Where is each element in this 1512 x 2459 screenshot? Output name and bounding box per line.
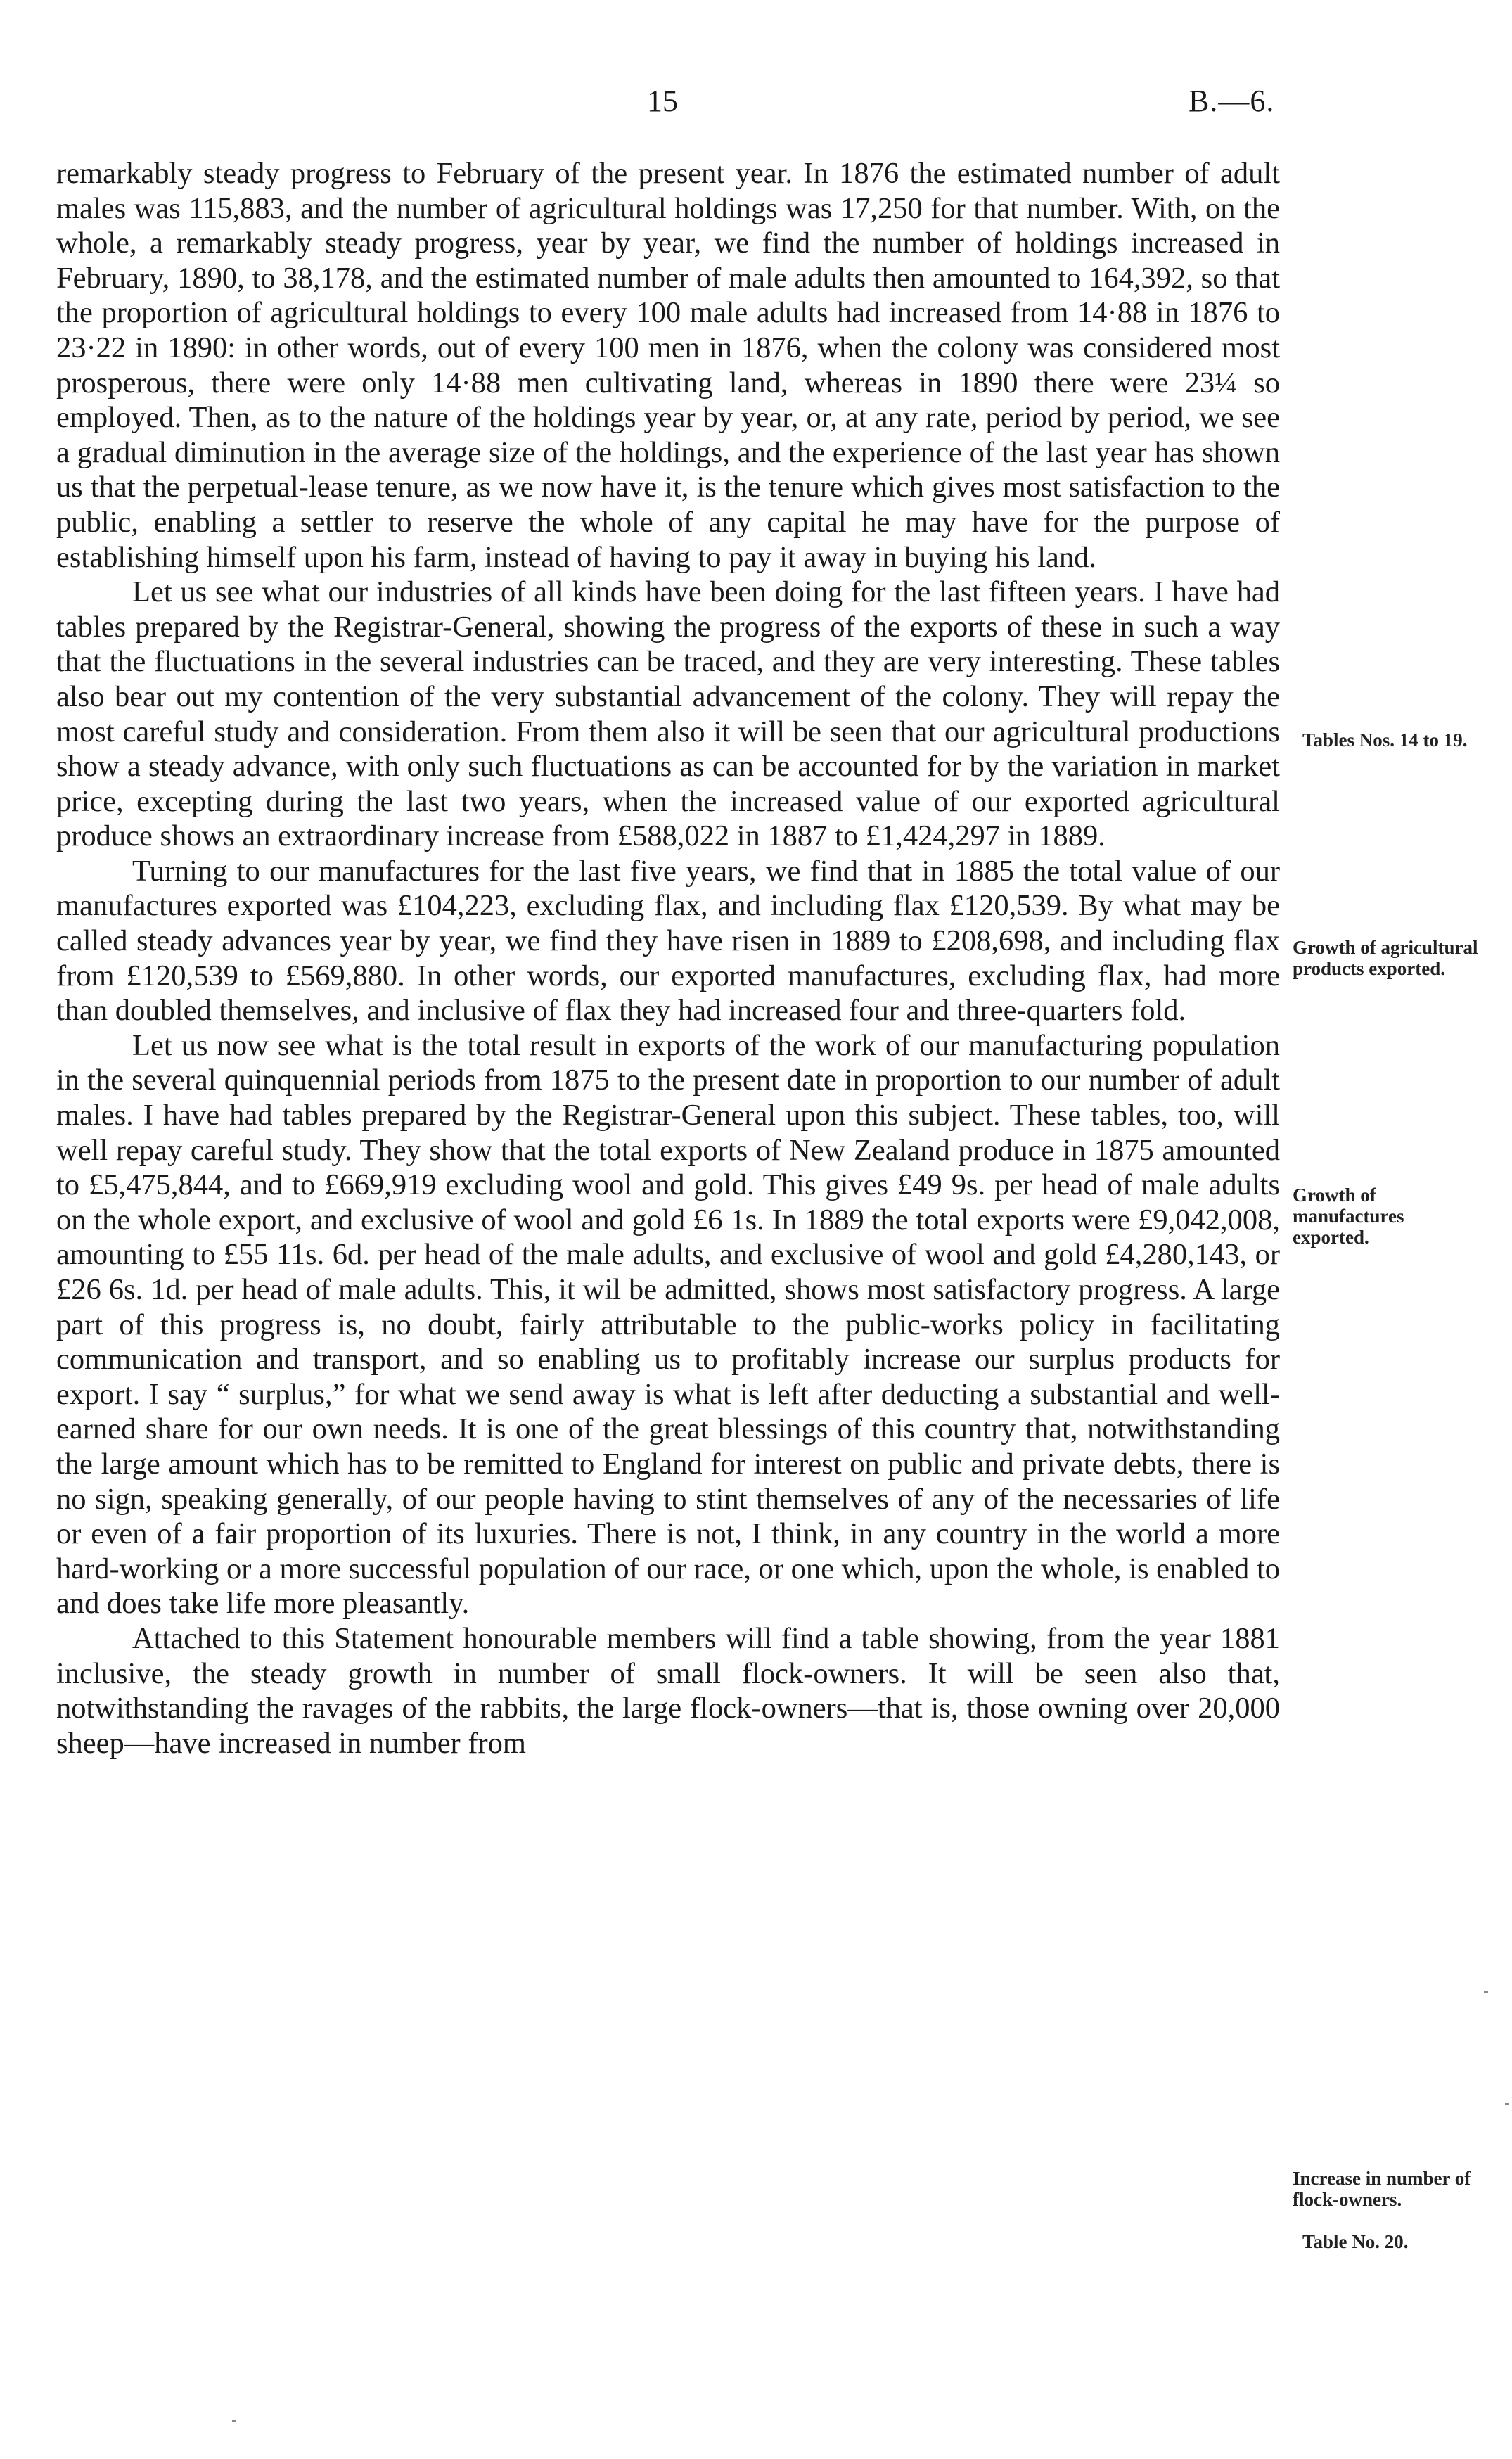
- paragraph-industries: Let us see what our industries of all kinds have been doing for the last fifteen years. I have had tables prepared by the Registrar-General, showing the progress of the exports of these in such a way that the fluctuations in the several industries can be traced, and they are very interesting. These tables also bear out my contention of the very substantial advancement of the colony. They will repay the most careful study and consideration. From them also it will be seen that our agricultural productions show a steady advance, with only such fluctuations as can be accounted for by the variation in market price, excepting during the last two years, when the increased value of our exported agricultural produce shows an extraordinary increase from £588,022 in 1887 to £1,424,297 in 1889.: [56, 575, 1280, 853]
- paragraph-holdings-progress: remarkably steady progress to February of the present year. In 1876 the estimated number of adult males was 115,883, and the number of agricultural holdings was 17,250 for that number. With, on the whole, a remarkably steady progress, year by year, we find the number of holdings increased in February, 1890, to 38,178, and the estimated number of male adults then amounted to 164,392, so that the proportion of agricultural holdings to every 100 male adults had increased from 14·88 in 1876 to 23·22 in 1890: in other words, out of every 100 men in 1876, when the colony was considered most prosperous, there were only 14·88 men cultivating land, whereas in 1890 there were 23¼ so employed. Then, as to the nature of the holdings year by year, or, at any rate, period by period, we see a gradual diminution in the average size of the holdings, and the experience of the last year has shown us that the perpetual-lease tenure, as we now have it, is the tenure which gives most satisfaction to the public, enabling a settler to reserve the whole of any capital he may have for the purpose of establishing himself upon his farm, instead of having to pay it away in buying his land.: [56, 157, 1280, 574]
- page-number: 15: [647, 84, 678, 118]
- marginal-note-tables-14-19: Tables Nos. 14 to 19.: [1302, 729, 1468, 751]
- paragraph-manufactures: Turning to our manufactures for the last five years, we find that in 1885 the total value of our manufactures exported was £104,223, excluding flax, and including flax £120,539. By what may be called steady advances year by year, we find they have risen in 1889 to £208,698, and including flax from £120,539 to £569,880. In other words, our exported manufactures, excluding flax, had more than doubled themselves, and inclusive of flax they had increased four and three-quarters fold.: [56, 854, 1280, 1028]
- body-text: [56, 156, 1280, 1761]
- marginal-note-manufactures: Growth of manufactures exported.: [1293, 1184, 1404, 1248]
- paragraph-total-exports: Let us now see what is the total result in exports of the work of our manufacturing population in the several quinquennial periods from 1875 to the present date in proportion to our number of adult males. I have had tables prepared by the Registrar-General upon this subject. These tables, too, will well repay careful study. They show that the total exports of New Zealand produce in 1875 amounted to £5,475,844, and to £669,919 excluding wool and gold. This gives £49 9s. per head of male adults on the whole export, and exclusive of wool and gold £6 1s. In 1889 the total exports were £9,042,008, amounting to £55 11s. 6d. per head of the male adults, and exclusive of wool and gold £4,280,143, or £26 6s. 1d. per head of male adults. This, it wil be admitted, shows most satisfactory progress. A large part of this progress is, no doubt, fairly attributable to the public-works policy in facilitating communication and transport, and so enabling us to profitably increase our surplus products for export. I say “ surplus,” for what we send away is what is left after deducting a substantial and well-earned share for our own needs. It is one of the great blessings of this country that, notwithstanding the large amount which has to be remitted to England for interest on public and private debts, there is no sign, speaking generally, of our people having to stint themselves of any of the necessaries of life or even of a fair proportion of its luxuries. There is not, I think, in any country in the world a more hard-working or a more successful population of our race, or one which, upon the whole, is enabled to and does take life more pleasantly.: [56, 1028, 1280, 1621]
- page-header: [0, 83, 1512, 125]
- paper-reference: B.—6.: [1189, 84, 1275, 118]
- scan-speck: [1484, 1991, 1488, 1993]
- scan-speck: [1505, 2103, 1509, 2105]
- marginal-note-table-20: Table No. 20.: [1302, 2231, 1409, 2252]
- marginal-note-flock-owners: Increase in number of flock-owners.: [1293, 2168, 1471, 2210]
- paragraph-flock-owners: Attached to this Statement honourable members will find a table showing, from the year 1881 inclusive, the steady growth in number of small flock-owners. It will be seen also that, notwithstanding the ravages of the rabbits, the large flock-owners—that is, those owning over 20,000 sheep—have increased in number from: [56, 1621, 1280, 1760]
- scan-speck: [232, 2420, 236, 2422]
- marginal-note-agricultural-products: Growth of agricultural products exported.: [1293, 937, 1478, 979]
